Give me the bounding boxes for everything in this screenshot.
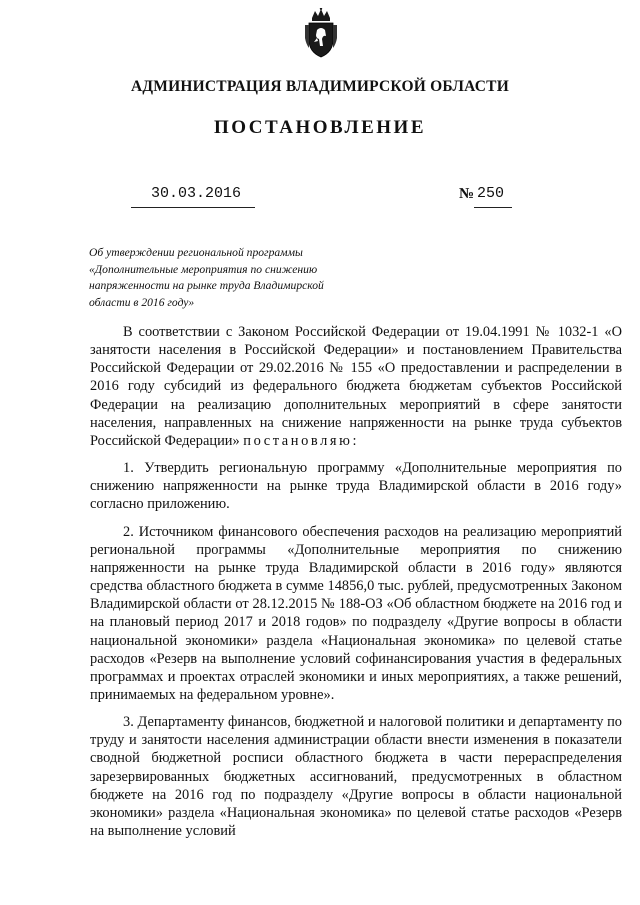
paragraph-1: 1. Утвердить региональную программу «Дополнительные мероприятия по снижению напряженности на рынке труда Владимирской области в 2016 году» согласно приложению.: [90, 460, 622, 513]
paragraph-2: 2. Источником финансового обеспечения расходов на реализацию мероприятий региональной программы «Дополнительные мероприятия по снижению напряженности на рынке труда Владимирской области в 2016 году» являются средства областного бюджета в сумме 14856,0 тыс. рублей, предусмотренных Законом Владимирской области от 28.12.2015 № 188-ОЗ «Об областном бюджете на 2016 год и на плановый период 2017 и 2018 годов» по подразделу «Другие вопросы в области национальной экономики» раздела «Национальная экономика» по целевой статье расходов «Резерв на выполнение условий софинансирования участия в федеральных программах и проектах отраслей экономики и иных мероприятиях, а также решений, принимаемых на федеральном уровне».: [90, 523, 622, 703]
document-type: ПОСТАНОВЛЕНИЕ: [213, 117, 427, 138]
subject-line: «Дополнительные мероприятия по снижению: [89, 262, 318, 276]
organization-name: АДМИНИСТРАЦИЯ ВЛАДИМИРСКОЙ ОБЛАСТИ: [131, 78, 509, 95]
subject-line: области в 2016 году»: [89, 295, 195, 309]
subject-line: напряженности на рынке труда Владимирской: [89, 279, 324, 292]
subject-line: Об утверждении региональной программы: [89, 246, 303, 259]
document-subject: [89, 245, 389, 311]
preamble-text: В соответствии с Законом Российской Федерации от 19.04.1991 № 1032-1 «О занятости населения в Российской Федерации» и постановлением Правительства Российской Федерации от 29.02.2016 № 155 «О предоставлении и распределении в 2016 году субсидий из федерального бюджета бюджетам субъектов Российской Федерации на реализацию дополнительных мероприятий в сфере занятости населения, направленных на снижение напряженности на рынке труда субъектов Российской Федерации»: [90, 324, 622, 449]
number-sign: №: [459, 186, 475, 202]
document-number: 250: [477, 185, 505, 202]
coat-of-arms-icon: [303, 8, 339, 58]
document-body: [90, 323, 622, 840]
decree-word: постановляю:: [243, 432, 360, 449]
document-date: 30.03.2016: [151, 185, 242, 202]
number-underline: [474, 207, 512, 208]
paragraph-3: 3. Департаменту финансов, бюджетной и налоговой политики и департаменту по труду и занятости населения администрации области внести изменения в показатели сводной бюджетной росписи областного бюджета в части перераспределения зарезервированных бюджетных ассигнований, предусмотренных в областном бюджете на 2016 год по подразделу «Другие вопросы в области национальной экономики» раздела «Национальная экономика» по целевой статье расходов «Резерв на выполнение условий: [90, 714, 622, 840]
date-underline: [131, 207, 255, 208]
preamble-paragraph: [90, 323, 622, 450]
